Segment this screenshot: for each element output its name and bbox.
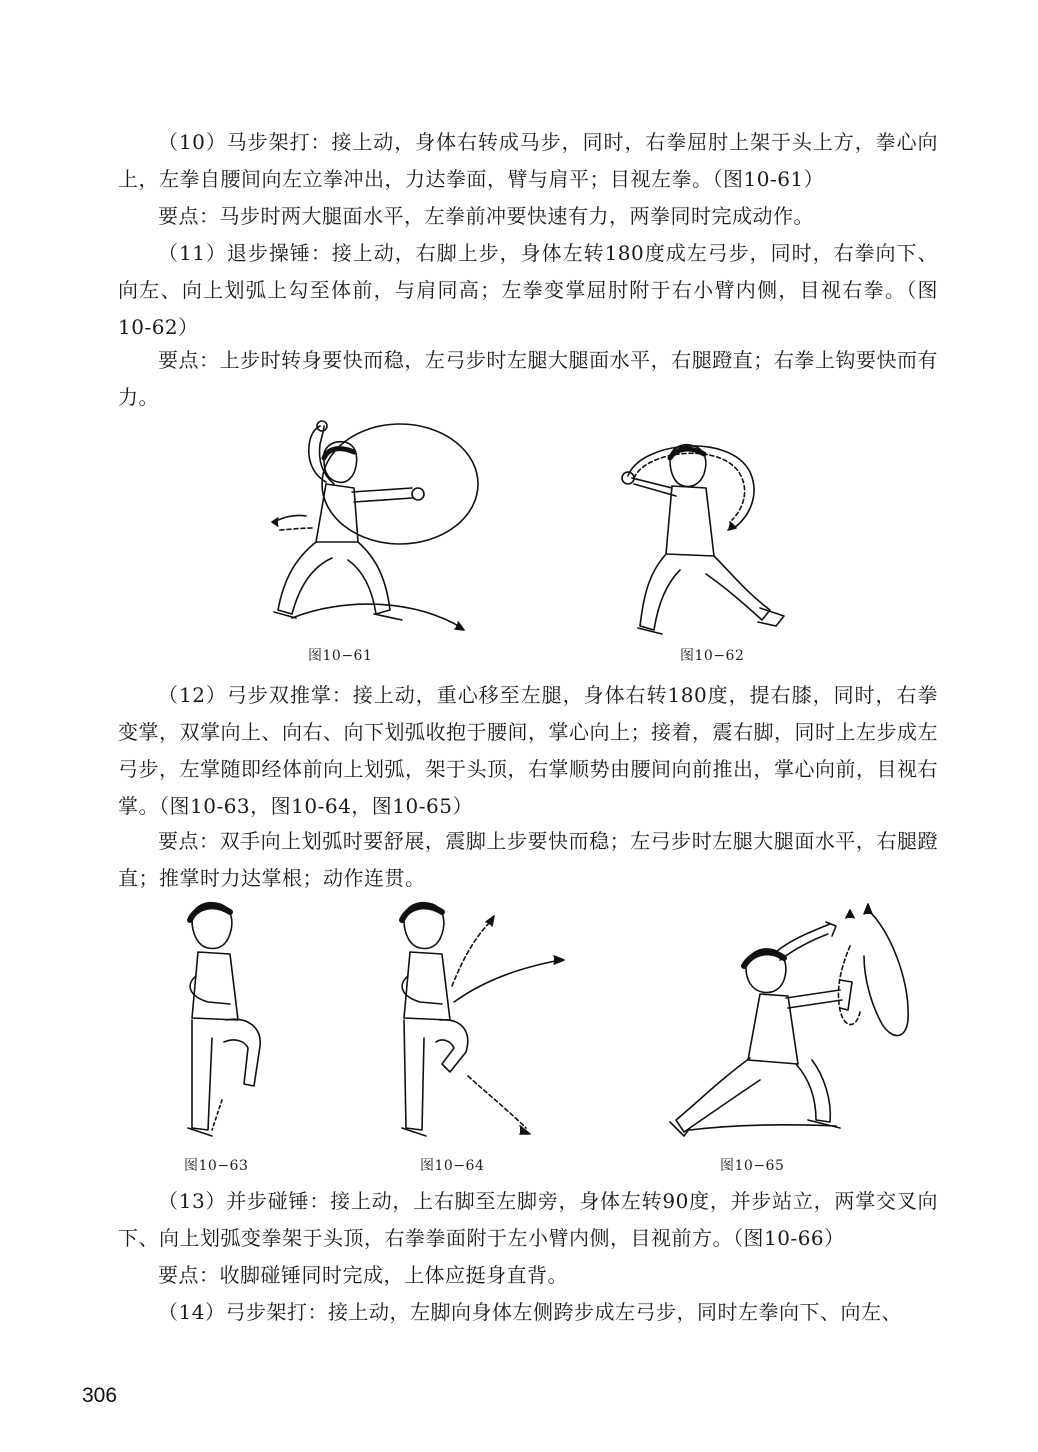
figure-10-61-caption: 图10−61 xyxy=(308,648,373,664)
figure-10-64-caption: 图10−64 xyxy=(420,1158,485,1174)
paragraph-13-key-points: 要点：收脚碰锤同时完成，上体应挺身直背。 xyxy=(158,1263,568,1287)
figure-10-61-illustration xyxy=(262,418,482,634)
paragraph-11: （11）退步操锤：接上动，右脚上步，身体左转180度成左弓步，同时，右拳向下、向左、向上划弧上勾至体前，与肩同高；左拳变掌屈肘附于右小臂内侧，目视右拳。（图10-62） xyxy=(118,241,938,339)
figure-10-62-caption: 图10−62 xyxy=(680,648,745,664)
paragraph-12-key-points: 要点：双手向上划弧时要舒展，震脚上步要快而稳；左弓步时左腿大腿面水平，右腿蹬直；推掌时力达掌根；动作连贯。 xyxy=(118,829,938,890)
paragraph-10-key-points: 要点：马步时两大腿面水平，左拳前冲要快速有力，两拳同时完成动作。 xyxy=(158,204,814,228)
figure-10-62-illustration xyxy=(610,432,800,664)
figure-10-63-caption: 图10−63 xyxy=(184,1158,249,1174)
paragraph-12: （12）弓步双推掌：接上动，重心移至左腿，身体右转180度，提右膝，同时，右拳变掌，双掌向上、向右、向下划弧收抱于腰间，掌心向上；接着，震右脚，同时上左步成左弓步，左掌随即经体前向上划弧，架于头顶，右掌顺势由腰间向前推出，掌心向前，目视右掌。（图10-63，图10-64，图10-65） xyxy=(118,683,938,818)
page-number: 306 xyxy=(82,1384,118,1407)
figure-10-63-illustration xyxy=(168,896,278,1148)
figure-10-64-illustration xyxy=(380,896,570,1148)
paragraph-13: （13）并步碰锤：接上动，上右脚至左脚旁，身体左转90度，并步站立，两掌交叉向下、向上划弧变拳架于头顶，右拳拳面附于左小臂内侧，目视前方。（图10-66） xyxy=(118,1189,938,1250)
paragraph-14: （14）弓步架打：接上动，左脚向身体左侧跨步成左弓步，同时左拳向下、向左、 xyxy=(158,1300,902,1324)
figure-10-65-caption: 图10−65 xyxy=(720,1158,785,1174)
paragraph-10: （10）马步架打：接上动，身体右转成马步，同时，右拳屈肘上架于头上方，拳心向上，左拳自腰间向左立拳冲出，力达拳面，臂与肩平；目视左拳。（图10-61） xyxy=(118,130,938,191)
paragraph-11-key-points: 要点：上步时转身要快而稳，左弓步时左腿大腿面水平，右腿蹬直；右拳上钩要快而有力。 xyxy=(118,348,938,409)
figure-10-65-illustration xyxy=(660,900,930,1148)
